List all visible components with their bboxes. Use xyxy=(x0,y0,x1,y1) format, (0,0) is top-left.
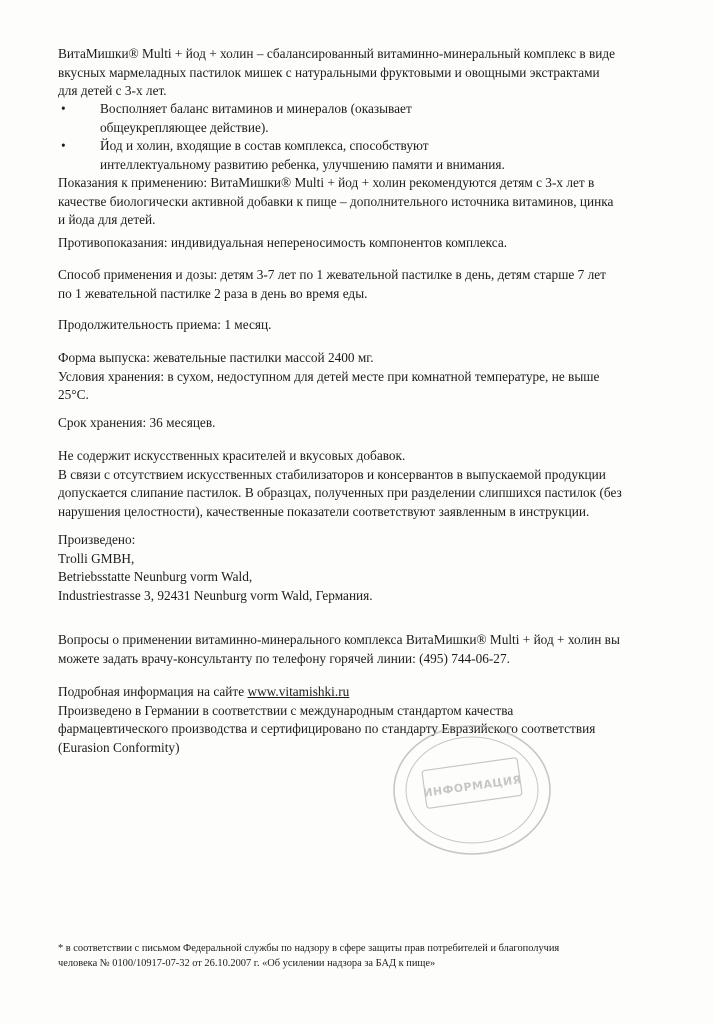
stamp-text: ИНФОРМАЦИЯ xyxy=(422,773,523,800)
dosage-line: по 1 жевательной пастилке 2 раза в день во время еды. xyxy=(58,285,368,301)
intro-line: для детей с 3-х лет. xyxy=(58,83,167,99)
duration-line: Продолжительность приема: 1 месяц. xyxy=(58,317,272,332)
stamp-seal xyxy=(372,716,572,864)
intro-paragraph xyxy=(58,45,688,101)
manufacturer-block xyxy=(58,531,688,605)
form-line: Форма выпуска: жевательные пастилки массой 2400 мг. xyxy=(58,350,374,365)
indications-line: качестве биологически активной добавки к пище – дополнительного источника витаминов, цинка xyxy=(58,193,614,209)
bullet-text: интеллектуальному развитию ребенка, улучшению памяти и внимания. xyxy=(100,156,505,172)
footnote-line: человека № 0100/10917-07-32 от 26.10.2007 г. «Об усилении надзора за БАД к пище» xyxy=(58,957,436,969)
bullet-text: общеукрепляющее действие). xyxy=(100,119,269,135)
bullet-marker: • xyxy=(61,101,66,116)
footnote-line: * в соответствии с письмом Федеральной службы по надзору в сфере защиты прав потребителей и благополучия xyxy=(58,943,560,954)
dosage-line: Способ применения и дозы: детям 3-7 лет по 1 жевательной пастилке в день, детям старше 7 лет xyxy=(58,267,606,282)
bullet-item xyxy=(58,137,688,156)
manufacturer-line: Betriebsstatte Neunburg vorm Wald, xyxy=(58,569,253,585)
production-line: фармацевтического производства и сертифицировано по стандарту Евразийского соответствия xyxy=(58,721,596,737)
bullet-text: Восполняет баланс витаминов и минералов (оказывает xyxy=(100,101,412,116)
form-storage-paragraph xyxy=(58,349,688,405)
storage-line: 25°С. xyxy=(58,387,89,403)
indications-line: и йода для детей. xyxy=(58,212,156,228)
dosage-paragraph xyxy=(58,266,688,303)
questions-line: Вопросы о применении витаминно-минерального комплекса ВитаМишки® Multi + йод + холин вы xyxy=(58,632,620,647)
website-line xyxy=(58,683,688,702)
manufacturer-line: Произведено: xyxy=(58,532,136,547)
bullet-text: Йод и холин, входящие в состав комплекса, способствуют xyxy=(100,138,429,154)
shelf-life-line: Срок хранения: 36 месяцев. xyxy=(58,415,216,430)
storage-line: Условия хранения: в сухом, недоступном для детей месте при комнатной температуре, не выше xyxy=(58,368,600,384)
bullet-marker: • xyxy=(61,138,66,154)
additives-line: Не содержит искусственных красителей и вкусовых добавок. xyxy=(58,448,406,463)
shelf-life-paragraph xyxy=(58,414,688,433)
website-prefix: Подробная информация на сайте xyxy=(58,684,248,699)
sticking-line: нарушения целостности), качественные показатели соответствуют заявленным в инструкции. xyxy=(58,503,590,519)
contraindications-line: Противопоказания: индивидуальная непереносимость компонентов комплекса. xyxy=(58,235,508,250)
intro-line: ВитаМишки® Multi + йод + холин – сбалансированный витаминно-минеральный комплекс в виде xyxy=(58,46,616,61)
questions-line: можете задать врачу-консультанту по телефону горячей линии: (495) 744-06-27. xyxy=(58,650,510,666)
production-line: Произведено в Германии в соответствии с международным стандартом качества xyxy=(58,702,514,718)
additives-paragraph xyxy=(58,447,688,521)
manufacturer-line: Industriestrasse 3, 92431 Neunburg vorm Wald, Германия. xyxy=(58,587,373,603)
website-link[interactable]: www.vitamishki.ru xyxy=(247,684,350,699)
indications-paragraph xyxy=(58,174,688,230)
benefits-list xyxy=(58,100,688,174)
production-line: (Eurasion Conformity) xyxy=(58,739,180,755)
contraindications-paragraph xyxy=(58,234,688,253)
manufacturer-line: Trolli GMBH, xyxy=(58,550,135,566)
duration-paragraph xyxy=(58,316,688,335)
footnote xyxy=(58,942,678,971)
bullet-item xyxy=(58,100,688,119)
questions-paragraph xyxy=(58,631,688,668)
sticking-line: допускается слипание пастилок. В образцах, полученных при разделении слипшихся пастилок (без xyxy=(58,485,622,501)
sticking-line: В связи с отсутствием искусственных стабилизаторов и консервантов в выпускаемой продукции xyxy=(58,466,606,482)
indications-line: Показания к применению: ВитаМишки® Multi + йод + холин рекомендуются детям с 3-х лет в xyxy=(58,175,595,190)
intro-line: вкусных мармеладных пастилок мишек с натуральными фруктовыми и овощными экстрактами xyxy=(58,64,600,80)
